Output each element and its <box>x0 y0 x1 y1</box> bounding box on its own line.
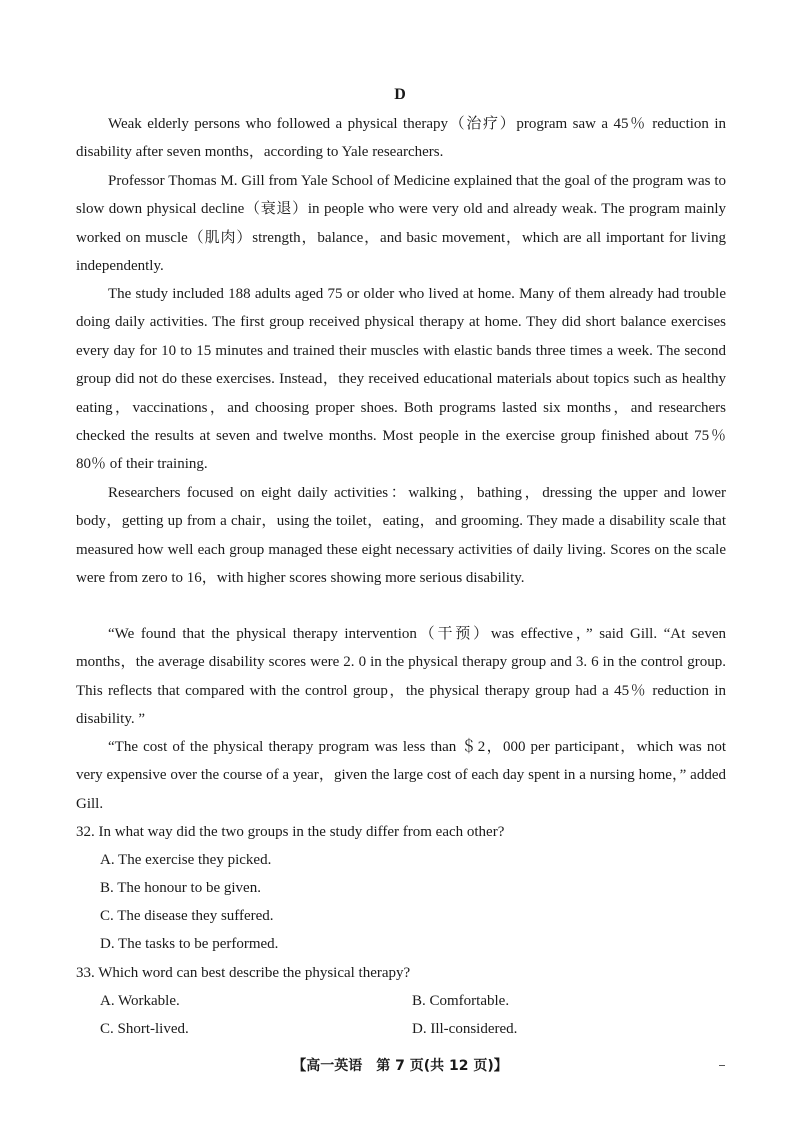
passage-paragraph-3: The study included 188 adults aged 75 or older who lived at home. Many of them already had trouble doing daily activities. The first group received physical therapy at home. They did short balance exercises every day for 10 to 15 minutes and trained their muscles with elastic bands three times a week. The second group did not do these exercises. Instead，they received educational materials about topics such as healthy eating，vaccinations，and choosing proper shoes. Both programs lasted six months，and researchers checked the results at seven and twelve months. Most people in the exercise group finished about 75％ 80％ of their training. <box>76 286 726 473</box>
question-32-option-a[interactable]: A. The exercise they picked. <box>100 852 272 868</box>
passage-paragraph-5: “We found that the physical therapy intervention（干预）was effective，” said Gill. “At seven months，the average disability scores were 2. 0 in the physical therapy group and 3. 6 in the control group. This reflects that compared with the control group，the physical therapy group had a 45％ reduction in disability. ” <box>76 626 726 728</box>
question-32-option-b[interactable]: B. The honour to be given. <box>100 880 261 896</box>
question-33-option-d[interactable]: D. Ill-considered. <box>412 1021 518 1037</box>
passage-paragraph-1: Weak elderly persons who followed a physical therapy（治疗）program saw a 45％ reduction in disability after seven months，according to Yale researchers. <box>76 116 726 161</box>
question-33-option-c[interactable]: C. Short-lived. <box>100 1021 189 1037</box>
passage-paragraph-4: Researchers focused on eight daily activities：walking，bathing，dressing the upper and lower body，getting up from a chair，using the toilet，eating，and grooming. They made a disability scale that measured how well each group managed these eight necessary activities of daily living. Scores on the scale were from zero to 16，with higher scores showing more serious disability. <box>76 485 726 587</box>
section-title: D <box>394 86 406 103</box>
corner-mark <box>719 1065 725 1066</box>
page-footer: 【高一英语 第 7 页(共 12 页)】 <box>292 1058 508 1074</box>
passage-paragraph-6: “The cost of the physical therapy program was less than ＄2，000 per participant，which was not very expensive over the course of a year，given the large cost of each day spent in a nursing home，” added Gill. <box>76 739 726 812</box>
passage-paragraph-2: Professor Thomas M. Gill from Yale School of Medicine explained that the goal of the program was to slow down physical decline（衰退）in people who were very old and already weak. The program mainly worked on muscle（肌肉）strength，balance，and basic movement，which are all important for living independently. <box>76 173 726 275</box>
question-33-stem: 33. Which word can best describe the physical therapy? <box>76 965 411 981</box>
question-32-stem: 32. In what way did the two groups in the study differ from each other? <box>76 824 505 840</box>
question-33-option-b[interactable]: B. Comfortable. <box>412 993 510 1009</box>
question-33-option-a[interactable]: A. Workable. <box>100 993 180 1009</box>
question-32-option-c[interactable]: C. The disease they suffered. <box>100 908 274 924</box>
question-32-option-d[interactable]: D. The tasks to be performed. <box>100 936 279 952</box>
